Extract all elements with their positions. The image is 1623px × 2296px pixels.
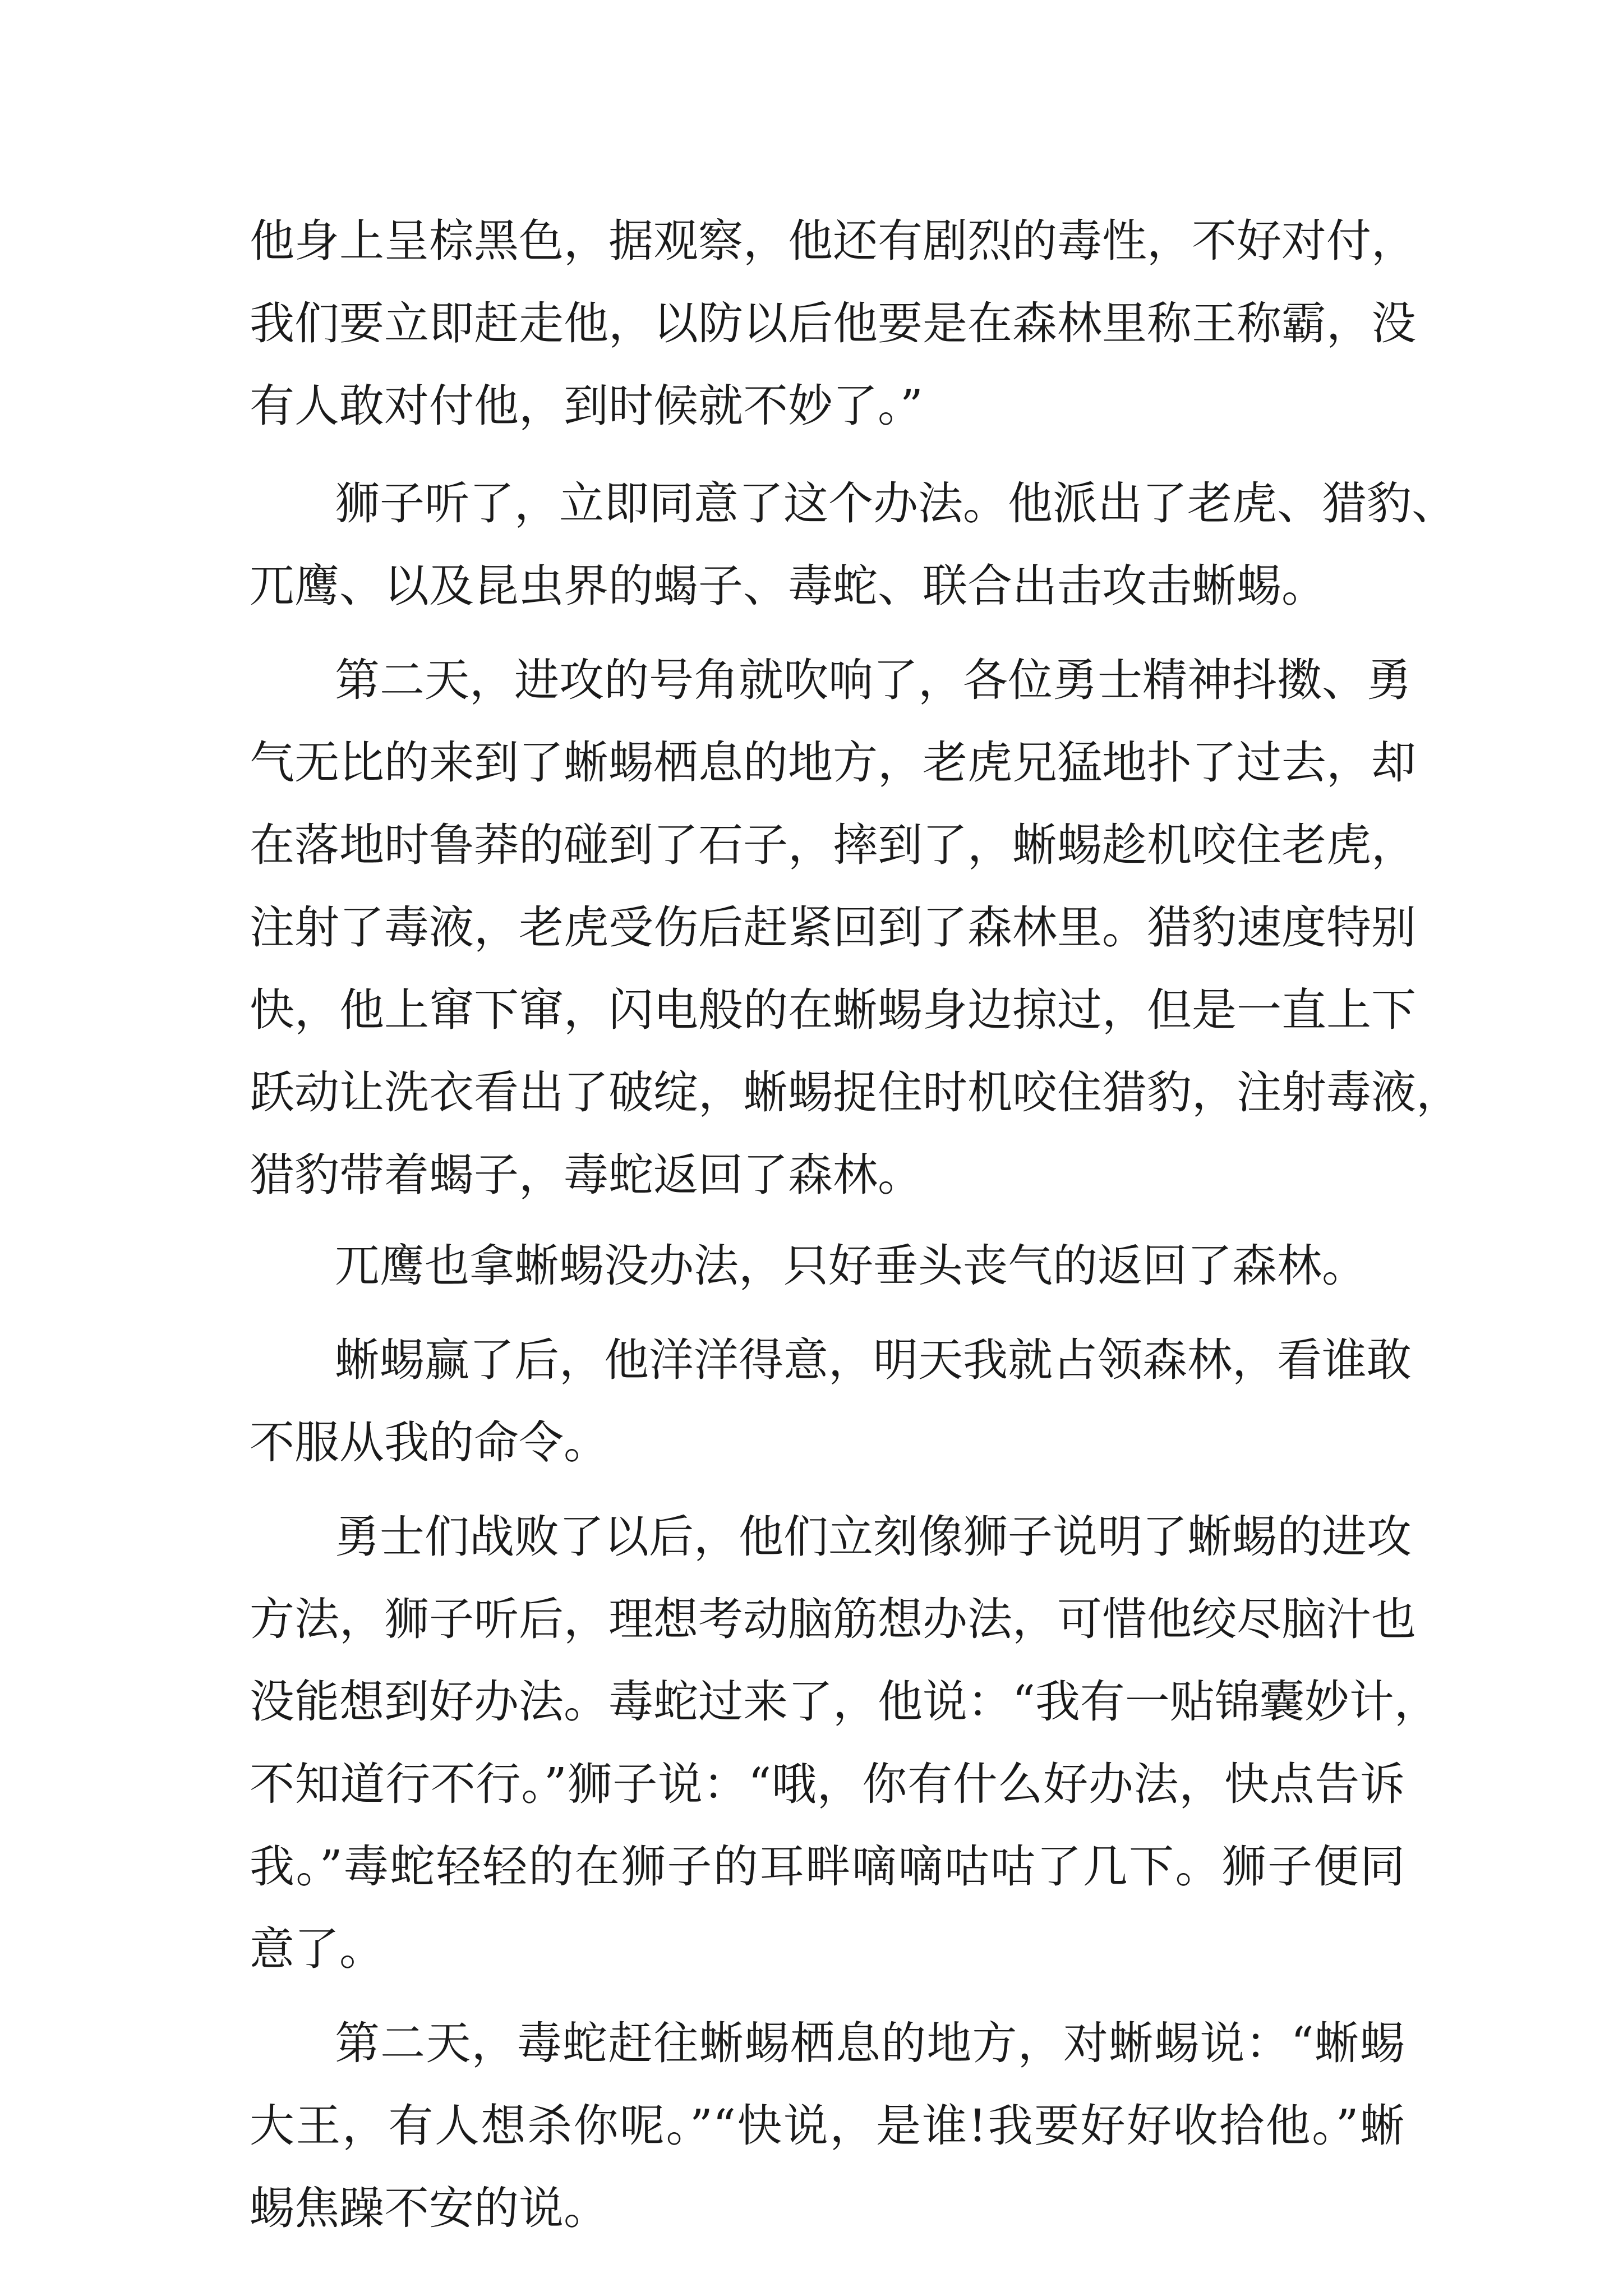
text-line: 我们要立即赶走他，以防以后他要是在森林里称王称霸，没: [250, 297, 1416, 349]
text-line: 狮子听了，立即同意了这个办法。他派出了老虎、猎豹、: [335, 477, 1456, 530]
text-line: 猎豹带着蝎子，毒蛇返回了森林。: [250, 1149, 923, 1201]
text-line: 气无比的来到了蜥蜴栖息的地方，老虎兄猛地扑了过去，却: [250, 737, 1416, 789]
text-line: 有人敢对付他，到时候就不妙了。”: [250, 380, 923, 432]
text-line: 不服从我的命令。: [250, 1416, 608, 1469]
text-line: 注射了毒液，老虎受伤后赶紧回到了森林里。猎豹速度特别: [250, 901, 1416, 954]
text-line: 快，他上窜下窜，闪电般的在蜥蜴身边掠过，但是一直上下: [250, 984, 1416, 1036]
text-line: 第二天，进攻的号角就吹响了，各位勇士精神抖擞、勇: [335, 654, 1412, 706]
text-line: 没能想到好办法。毒蛇过来了，他说：“我有一贴锦囊妙计，: [250, 1676, 1439, 1728]
text-line: 在落地时鲁莽的碰到了石子，摔到了，蜥蜴趁机咬住老虎，: [250, 819, 1416, 871]
text-line: 他身上呈棕黑色，据观察，他还有剧烈的毒性，不好对付，: [250, 215, 1416, 267]
text-line: 不知道行不行。”狮子说：“哦，你有什么好办法，快点告诉: [250, 1758, 1405, 1810]
text-line: 蜴焦躁不安的说。: [250, 2182, 608, 2234]
text-line: 第二天，毒蛇赶往蜥蜴栖息的地方，对蜥蜴说：“蜥蜴: [335, 2017, 1405, 2069]
text-line: 大王，有人想杀你呢。”“快说，是谁!我要好好收拾他。”蜥: [250, 2100, 1405, 2152]
text-line: 兀鹰、以及昆虫界的蝎子、毒蛇、联合出击攻击蜥蜴。: [250, 560, 1326, 612]
text-line: 兀鹰也拿蜥蜴没办法，只好垂头丧气的返回了森林。: [335, 1240, 1367, 1292]
text-line: 意了。: [250, 1923, 384, 1975]
text-line: 方法，狮子听后，理想考动脑筋想办法，可惜他绞尽脑汁也: [250, 1593, 1416, 1645]
text-line: 跃动让洗衣看出了破绽，蜥蜴捉住时机咬住猎豹，注射毒液，: [250, 1066, 1461, 1119]
text-line: 蜥蜴赢了后，他洋洋得意，明天我就占领森林，看谁敢: [335, 1334, 1412, 1386]
text-line: 我。”毒蛇轻轻的在狮子的耳畔嘀嘀咕咕了几下。狮子便同: [250, 1841, 1405, 1893]
text-line: 勇士们战败了以后，他们立刻像狮子说明了蜥蜴的进攻: [335, 1511, 1412, 1563]
